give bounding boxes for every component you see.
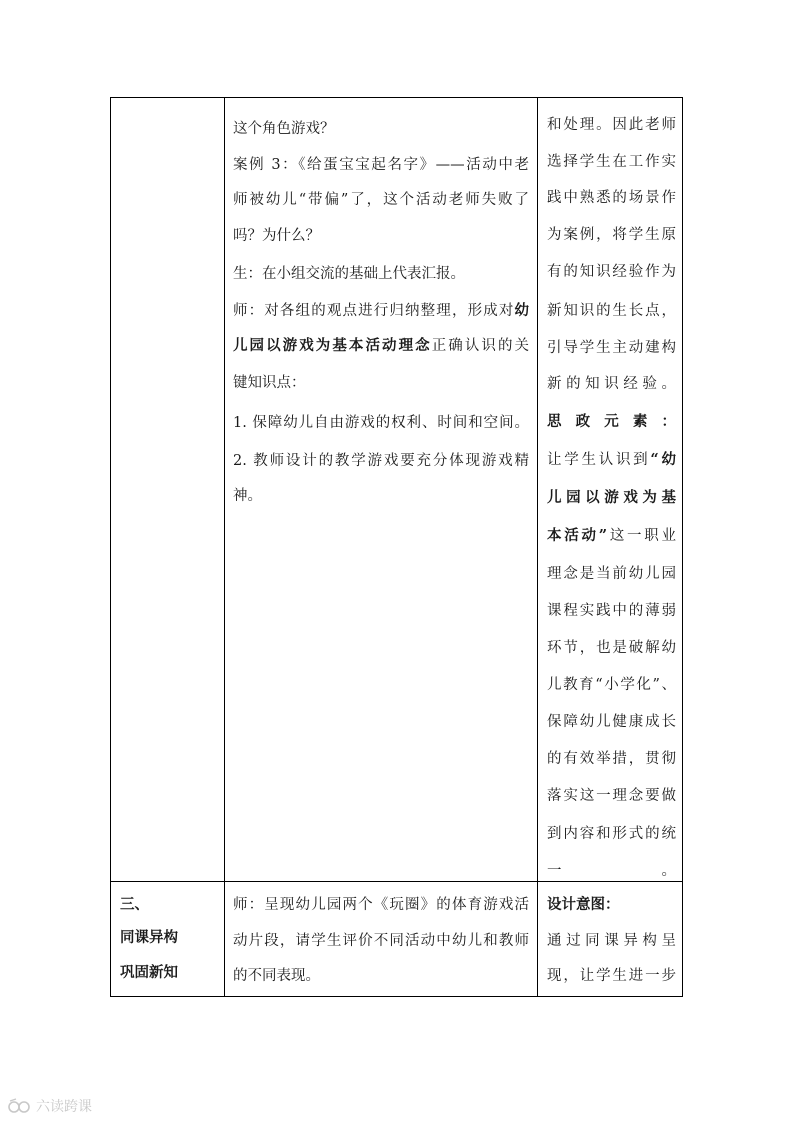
watermark-text: 六读跨课 (36, 1099, 92, 1115)
process-text: 正确认识的关 (431, 338, 530, 354)
process-text: 生：在小组交流的基础上代表汇报。 (233, 266, 465, 282)
section-three-intent-line: 通过同课异构呈 (547, 933, 676, 949)
intent-text: 为案例，将学生原 (547, 227, 676, 243)
process-line (233, 449, 529, 470)
section-three-intent-line: 现，让学生进一步 (547, 968, 676, 984)
process-line (233, 117, 335, 138)
process-text: 这个角色游戏？ (233, 121, 335, 137)
section-three-process-line: 师：呈现幼儿园两个《玩圈》的体育游戏活 (233, 897, 529, 913)
section-three-title-line: 三、 (120, 896, 149, 913)
intent-text: 思政元素： (547, 413, 676, 430)
section-three-title-line: 巩固新知 (120, 964, 178, 981)
sixdu-logo-icon (8, 1098, 32, 1114)
process-text: 师：对各组的观点进行归纳整理，形成对 (233, 303, 515, 319)
intent-text: 课程实践中的薄弱 (547, 603, 676, 619)
process-text: 1. 保障幼儿自由游戏的权利、时间和空间。 (233, 415, 529, 431)
intent-line (547, 784, 676, 805)
section-three-intent-line: 设计意图： (547, 896, 620, 913)
intent-text: 理念是当前幼儿园 (547, 566, 676, 582)
lesson-plan-table (110, 97, 683, 997)
process-text: 案例 3：《给蛋宝宝起名字》——活动中老 (233, 157, 529, 173)
process-line (233, 188, 529, 209)
process-text: 师被幼儿“带偏”了，这个活动老师失败了 (233, 192, 529, 208)
process-text: 儿园以游戏为基本活动理念 (233, 337, 432, 354)
intent-line (547, 710, 676, 731)
intent-line (547, 448, 676, 469)
intent-text: 新的知识经验。 (547, 376, 676, 392)
intent-line (547, 636, 676, 657)
intent-line (547, 223, 676, 244)
process-text: 幼 (514, 302, 529, 319)
teaching-process-cell (233, 98, 529, 881)
process-line (233, 484, 262, 505)
process-line (233, 411, 529, 432)
intent-text: 和处理。因此老师 (547, 117, 676, 133)
intent-text: 这一职业 (607, 528, 677, 544)
intent-text: 到内容和形式的统 (547, 826, 676, 842)
process-line (233, 299, 529, 320)
intent-text: 践中熟悉的场景作 (547, 190, 676, 206)
intent-text: 环节，也是破解幼 (547, 640, 676, 656)
watermark (8, 1096, 92, 1116)
intent-line (547, 150, 676, 171)
section-three-process-cell (233, 881, 529, 995)
intent-line (547, 299, 676, 320)
design-intent-cell (547, 98, 676, 881)
section-three-title-cell (120, 881, 220, 995)
intent-line (547, 524, 676, 545)
process-text: 吗？为什么？ (233, 228, 320, 244)
intent-line (547, 113, 676, 134)
intent-text: 本活动” (547, 527, 608, 544)
intent-line (547, 673, 676, 694)
process-line (233, 334, 529, 355)
intent-text: 的有效举措，贯彻 (547, 751, 676, 767)
section-three-process-line: 的不同表现。 (233, 968, 320, 984)
intent-line (547, 859, 676, 880)
process-text: 2. 教师设计的教学游戏要充分体现游戏精 (233, 453, 529, 469)
intent-line (547, 186, 676, 207)
section-three-intent-cell (547, 881, 676, 995)
section-three-process-line: 动片段，请学生评价不同活动中幼儿和教师 (233, 933, 529, 949)
process-line (233, 153, 529, 174)
intent-text: 新知识的生长点， (547, 303, 676, 319)
process-line (233, 224, 320, 245)
intent-line (547, 599, 676, 620)
intent-line (547, 410, 676, 431)
process-line (233, 371, 306, 392)
intent-text: 儿教育“小学化”、 (547, 677, 676, 693)
intent-text: 落实这一理念要做 (547, 788, 676, 804)
intent-line (547, 562, 676, 583)
intent-text: 引导学生主动建构 (547, 340, 676, 356)
intent-line (547, 336, 676, 357)
intent-line (547, 747, 676, 768)
intent-text: 让学生认识到 (547, 452, 651, 468)
intent-line (547, 260, 676, 281)
intent-line (547, 372, 676, 393)
intent-text: 保障幼儿健康成长 (547, 714, 676, 730)
process-text: 键知识点： (233, 375, 306, 391)
intent-line (547, 822, 676, 843)
process-text: 神。 (233, 488, 262, 504)
process-line (233, 262, 465, 283)
intent-text: 选择学生在工作实 (547, 154, 676, 170)
intent-text: 儿园以游戏为基 (547, 489, 676, 506)
intent-text: 有的知识经验作为 (547, 264, 676, 280)
intent-text: 一。 (547, 863, 676, 879)
section-three-title-line: 同课异构 (120, 929, 178, 946)
intent-line (547, 486, 676, 507)
intent-text: “幼 (650, 451, 676, 468)
column-divider-2 (537, 98, 538, 996)
column-divider-1 (224, 98, 225, 996)
